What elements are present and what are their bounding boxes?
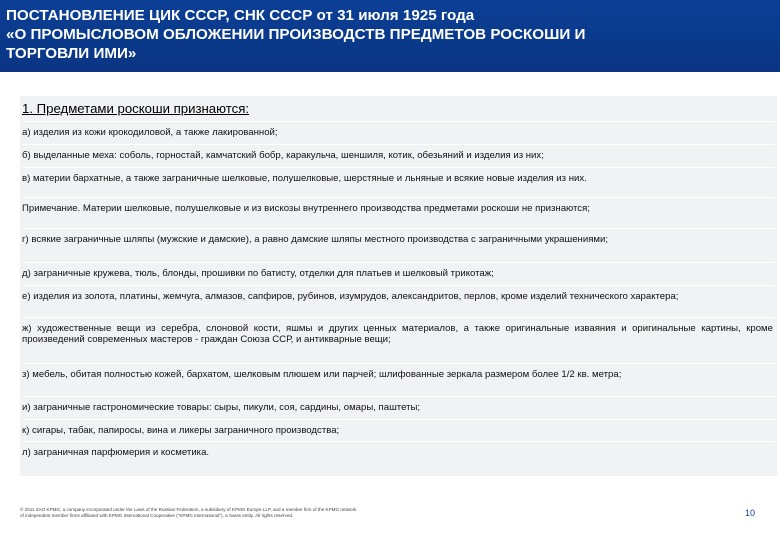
- list-item: ж) художественные вещи из серебра, слоновой кости, яшмы и других ценных материалов, а также оригинальные изваяния и оригинальные картины, кроме произведений современных мастеров - граждан Союза ССР, и антикварные вещи;: [22, 317, 775, 363]
- title-banner: [0, 0, 780, 72]
- list-item: д) заграничные кружева, тюль, блонды, прошивки по батисту, отделки для платьев и шелковый трикотаж;: [22, 262, 775, 285]
- list-item: Примечание. Материи шелковые, полушелковые и из вискозы внутреннего производства предметами роскоши не признаются;: [22, 197, 775, 228]
- list-item: к) сигары, табак, папиросы, вина и ликеры заграничного производства;: [22, 419, 775, 441]
- list-item: г) всякие заграничные шляпы (мужские и дамские), а равно дамские шляпы местного производства с заграничными украшениями;: [22, 228, 775, 262]
- page-number: 10: [745, 508, 756, 518]
- list-item: а) изделия из кожи крокодиловой, а также лакированной;: [22, 121, 775, 144]
- section-heading: 1. Предметами роскоши признаются:: [22, 101, 250, 116]
- title-line-1: ПОСТАНОВЛЕНИЕ ЦИК СССР, СНК СССР от 31 июля 1925 года: [6, 7, 475, 24]
- copyright-line-2: of independent member firms affiliated with KPMG International Cooperative ("KPMG International"), a Swiss entity. All rights reserved.: [20, 513, 294, 519]
- title-line-3: ТОРГОВЛИ ИМИ»: [6, 45, 137, 62]
- list-item: и) заграничные гастрономические товары: сыры, пикули, соя, сардины, омары, паштеты;: [22, 396, 775, 419]
- list-item: в) материи бархатные, а также заграничные шелковые, полушелковые, шерстяные и льняные и всякие новые изделия из них.: [22, 167, 775, 197]
- list-item: е) изделия из золота, платины, жемчуга, алмазов, сапфиров, рубинов, изумрудов, александритов, перлов, кроме изделий технического характера;: [22, 285, 775, 317]
- copyright-note: [20, 507, 540, 520]
- copyright-line-1: © 2011 ZAO KPMG, a company incorporated under the Laws of the Russian Federation, a subsidiary of KPMG Europe LLP, and a member firm of the KPMG network: [20, 507, 357, 512]
- list-item: л) заграничная парфюмерия и косметика.: [22, 441, 775, 463]
- list-item: б) выделанные меха: соболь, горностай, камчатский бобр, каракульча, шеншиля, котик, обезьяний и изделия из них;: [22, 144, 775, 167]
- page-title: [6, 6, 766, 63]
- luxury-items-list: [22, 121, 775, 463]
- title-line-2: «О ПРОМЫСЛОВОМ ОБЛОЖЕНИИ ПРОИЗВОДСТВ ПРЕДМЕТОВ РОСКОШИ И: [6, 26, 586, 43]
- list-item: з) мебель, обитая полностью кожей, бархатом, шелковым плюшем или парчей; шлифованные зеркала размером более 1/2 кв. метра;: [22, 363, 775, 396]
